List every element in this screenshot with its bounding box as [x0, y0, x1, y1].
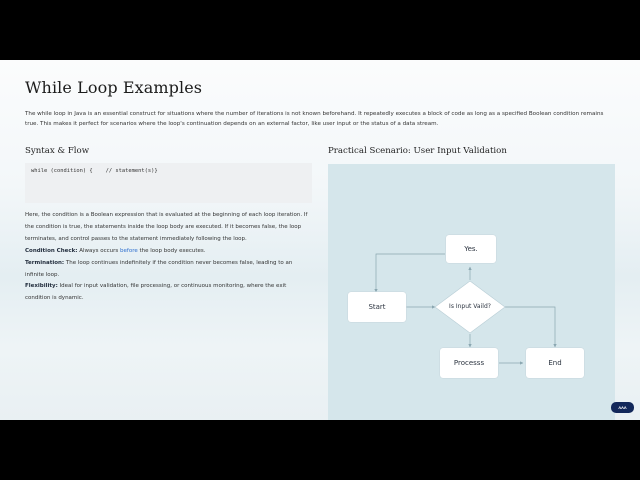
slide-title: While Loop Examples [25, 78, 203, 97]
node-process: Processs [440, 348, 498, 378]
key-points [25, 246, 311, 305]
brand-logo: ΛΛΛ [611, 402, 634, 413]
node-yes: Yes. [446, 235, 496, 263]
point-text: The loop continues indefinitely if the condition never becomes false, leading to an infinite loop. [25, 259, 293, 278]
flowchart-diagram [328, 164, 615, 420]
arrow-yes-to-start [376, 254, 445, 292]
point-condition-check [25, 246, 311, 258]
slide [0, 60, 640, 420]
scenario-heading: Practical Scenario: User Input Validation [328, 146, 507, 156]
arrow-decision-to-end [505, 307, 555, 347]
point-label: Termination: [25, 259, 65, 266]
code-text: while (condition) { // statement(s)} [31, 168, 158, 174]
code-block [25, 163, 312, 203]
syntax-heading: Syntax & Flow [25, 146, 90, 156]
node-end: End [526, 348, 584, 378]
node-start: Start [348, 292, 406, 322]
point-termination [25, 258, 311, 282]
point-label: Condition Check: [25, 248, 78, 254]
node-decision-label: Is Input Vaild? [449, 303, 491, 310]
point-highlight: before [120, 248, 138, 254]
point-text: Always occurs [77, 248, 121, 254]
intro-paragraph: The while loop in Java is an essential construct for situations where the number of iterations is not known beforehand. It repeatedly executes a block of code as long as a specified Boolean condition remains true. This makes it perfect for scenarios where the loop's continuation depends on an external factor, like user input or the status of a data stream. [25, 111, 604, 127]
syntax-explanation: Here, the condition is a Boolean expression that is evaluated at the beginning of each loop iteration. If the condition is true, the statements inside the loop body are executed. If it becomes false, the loop terminates, and control passes to the statement immediately following the loop. [25, 212, 308, 242]
point-flexibility [25, 281, 311, 305]
point-text: Ideal for input validation, file processing, or continuous monitoring, where the exit condition is dynamic. [25, 283, 287, 302]
point-label: Flexibility: [25, 283, 58, 290]
point-text: the loop body executes. [137, 248, 206, 254]
